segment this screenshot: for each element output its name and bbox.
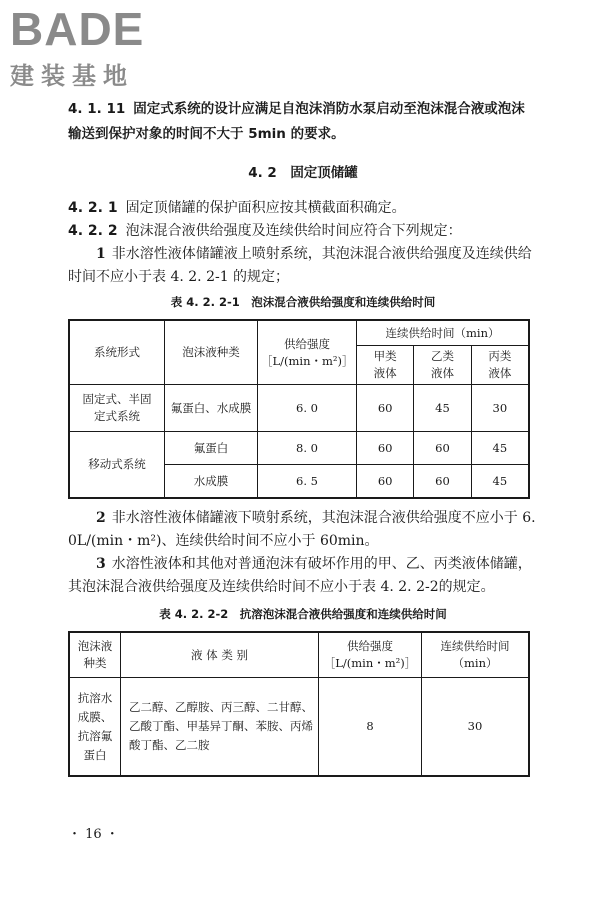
cell-system: 固定式、半固定式系统 <box>69 385 165 432</box>
document-body <box>68 97 538 777</box>
clause-4-2-2 <box>68 220 538 243</box>
cell-intensity: 6. 5 <box>258 465 357 499</box>
cell-intensity: 8 <box>319 678 422 777</box>
cell-class-a: 60 <box>357 432 414 465</box>
cell-class-a: 60 <box>357 385 414 432</box>
section-number: 4. 2 <box>248 165 277 181</box>
header-intensity <box>258 320 357 385</box>
header-system: 系统形式 <box>69 320 165 385</box>
cell-foam: 氟蛋白 <box>165 432 258 465</box>
item-number: 2 <box>96 510 106 526</box>
logo <box>10 3 180 91</box>
header-intensity <box>319 632 422 678</box>
header-class-b: 乙类液体 <box>414 346 471 385</box>
page-number: ・ 16 ・ <box>68 827 119 842</box>
section-title: 固定顶储罐 <box>290 165 358 181</box>
table-foam-intensity <box>68 319 530 499</box>
cell-foam: 水成膜 <box>165 465 258 499</box>
cell-intensity: 8. 0 <box>258 432 357 465</box>
cell-class-c: 30 <box>471 385 529 432</box>
header-intensity-line1: 供给强度 <box>284 336 330 351</box>
cell-foam: 氟蛋白、水成膜 <box>165 385 258 432</box>
table-antisolvent-foam <box>68 631 530 777</box>
clause-number: 4. 2. 2 <box>68 223 118 239</box>
header-intensity-unit: ［L/(min・m²)］ <box>261 353 354 368</box>
cell-class-a: 60 <box>357 465 414 499</box>
item-text: 非水溶性液体储罐液上喷射系统，其泡沫混合液供给强度及连续供给时间不应小于表 4. 2. 2-1 的规定； <box>68 246 532 285</box>
cell-class-b: 60 <box>414 432 471 465</box>
clause-text: 固定式系统的设计应满足自泡沫消防水泵启动至泡沫混合液或泡沫输送到保护对象的时间不大于 5min 的要求。 <box>68 101 525 142</box>
cell-class-c: 45 <box>471 432 529 465</box>
logo-wordmark: BADE <box>10 3 145 55</box>
header-intensity-line1: 供给强度 <box>347 639 393 653</box>
item-number: 3 <box>96 556 106 572</box>
header-duration-unit: （min） <box>452 656 498 670</box>
item-text: 非水溶性液体储罐液下喷射系统，其泡沫混合液供给强度不应小于 6. 0L/(min・m²)、连续供给时间不应小于 60min。 <box>68 510 536 549</box>
cell-intensity: 6. 0 <box>258 385 357 432</box>
cell-class-c: 45 <box>471 465 529 499</box>
item-1 <box>68 243 538 289</box>
header-intensity-unit: ［L/(min・m²)］ <box>323 656 417 670</box>
clause-text: 固定顶储罐的保护面积应按其横截面积确定。 <box>125 200 406 216</box>
cell-class-b: 60 <box>414 465 471 499</box>
header-foam-type: 泡沫液种类 <box>69 632 121 678</box>
header-class-a: 甲类液体 <box>357 346 414 385</box>
clause-4-2-1 <box>68 197 538 220</box>
header-duration <box>422 632 530 678</box>
item-2 <box>68 507 538 553</box>
table2-caption: 表 4. 2. 2-2 抗溶泡沫混合液供给强度和连续供给时间 <box>159 607 447 621</box>
clause-number: 4. 2. 1 <box>68 200 118 216</box>
clause-text: 泡沫混合液供给强度及连续供给时间应符合下列规定： <box>125 223 462 239</box>
cell-foam: 抗溶水成膜、抗溶氟蛋白 <box>69 678 121 777</box>
header-duration-line1: 连续供给时间 <box>440 639 510 653</box>
item-3 <box>68 553 538 599</box>
cell-class-b: 45 <box>414 385 471 432</box>
section-heading <box>68 162 538 185</box>
header-class-c: 丙类液体 <box>471 346 529 385</box>
clause-number: 4. 1. 11 <box>68 101 126 117</box>
clause-4-1-11 <box>68 97 538 147</box>
cell-duration: 30 <box>422 678 530 777</box>
cell-system: 移动式系统 <box>69 432 165 499</box>
item-number: 1 <box>96 246 106 262</box>
logo-subtitle: 建装基地 <box>10 62 134 90</box>
item-text: 水溶性液体和其他对普通泡沫有破坏作用的甲、乙、丙类液体储罐，其泡沫混合液供给强度及连续供给时间不应小于表 4. 2. 2-2的规定。 <box>68 556 532 595</box>
header-duration: 连续供给时间（min） <box>357 320 530 346</box>
header-foam-type: 泡沫液种类 <box>165 320 258 385</box>
header-liquid-class: 液 体 类 别 <box>121 632 319 678</box>
table1-caption: 表 4. 2. 2-1 泡沫混合液供给强度和连续供给时间 <box>170 295 436 309</box>
cell-liquid-class: 乙二醇、乙醇胺、丙三醇、二甘醇、乙酸丁酯、甲基异丁酮、苯胺、丙烯酸丁酯、乙二胺 <box>121 678 319 777</box>
